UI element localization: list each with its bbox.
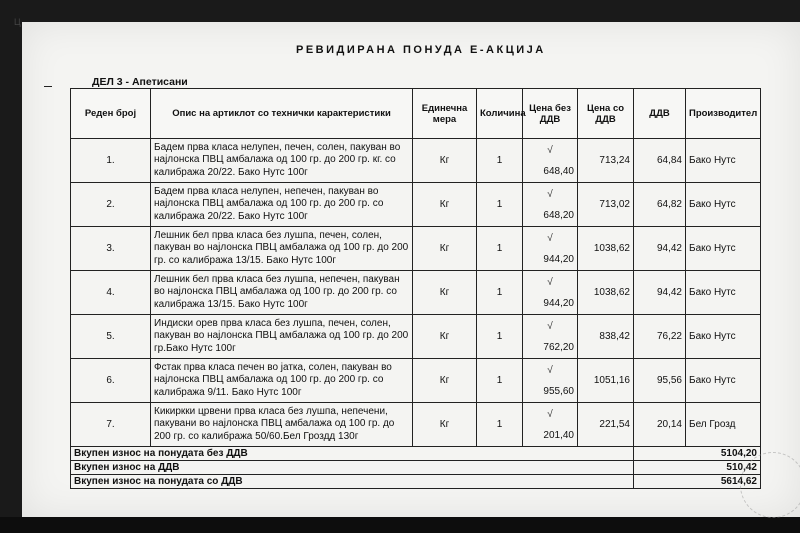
table-header-row xyxy=(71,89,761,139)
total-row-no-vat xyxy=(71,447,761,461)
check-mark-icon: √ xyxy=(547,408,553,420)
table-row xyxy=(71,271,761,315)
item-price-no-vat-cell xyxy=(523,359,578,403)
total-value: 5614,62 xyxy=(634,475,761,489)
item-price-no-vat: 944,20 xyxy=(543,253,574,265)
total-value: 5104,20 xyxy=(634,447,761,461)
item-price-no-vat-cell xyxy=(523,271,578,315)
item-number: 4. xyxy=(71,271,151,315)
item-number: 2. xyxy=(71,183,151,227)
col-header-unit: Единечна мера xyxy=(413,89,477,139)
table-row xyxy=(71,139,761,183)
item-unit: Кг xyxy=(413,359,477,403)
item-number: 7. xyxy=(71,403,151,447)
check-mark-icon: √ xyxy=(547,276,553,288)
item-price-vat: 713,02 xyxy=(578,183,634,227)
total-label: Вкупен износ на ДДВ xyxy=(71,461,634,475)
item-description: Индиски орев прва класа без лушпа, печен, солен, пакуван во најлонска ПВЦ амбалажа од 100 гр. до 200 гр.Бако Нутс 100г xyxy=(151,315,413,359)
item-price-vat: 1038,62 xyxy=(578,271,634,315)
item-price-vat: 838,42 xyxy=(578,315,634,359)
item-vat: 64,84 xyxy=(634,139,686,183)
check-mark-icon: √ xyxy=(547,144,553,156)
col-header-qty: Количина xyxy=(477,89,523,139)
document-heading: РЕВИДИРАНА ПОНУДА Е-АКЦИЈА xyxy=(296,44,546,56)
item-qty: 1 xyxy=(477,403,523,447)
table-row xyxy=(71,315,761,359)
item-producer: Бако Нутс xyxy=(686,227,761,271)
item-description: Бадем прва класа нелупен, непечен, пакуван во најлонска ПВЦ амбалажа од 100 гр. до 200 гр. со калибража 20/22. Бако Нутс 100г xyxy=(151,183,413,227)
item-description: Лешник бел прва класа без лушпа, непечен, пакуван во најлонска ПВЦ амбалажа од 100 гр. до 200 гр. со калибража 13/15. Бако Нутс 100г xyxy=(151,271,413,315)
item-unit: Кг xyxy=(413,183,477,227)
col-header-producer: Производител xyxy=(686,89,761,139)
item-qty: 1 xyxy=(477,315,523,359)
item-price-no-vat: 201,40 xyxy=(543,429,574,441)
item-producer: Бел Грозд xyxy=(686,403,761,447)
total-row-vat xyxy=(71,461,761,475)
item-description: Бадем прва класа нелупен, печен, солен, пакуван во најлонска ПВЦ амбалажа од 100 гр. до 200 гр. кг. со калибража 20/22. Бако Нутс 100г xyxy=(151,139,413,183)
item-price-no-vat: 762,20 xyxy=(543,341,574,353)
item-qty: 1 xyxy=(477,183,523,227)
item-price-no-vat-cell xyxy=(523,403,578,447)
item-producer: Бако Нутс xyxy=(686,271,761,315)
item-description: Лешник бел прва класа без лушпа, печен, солен, пакуван во најлонска ПВЦ амбалажа од 100 гр. до 200 гр. со калибража 13/15. Бако Нутс 100г xyxy=(151,227,413,271)
item-price-no-vat: 955,60 xyxy=(543,385,574,397)
item-unit: Кг xyxy=(413,403,477,447)
item-qty: 1 xyxy=(477,271,523,315)
col-header-vat: ДДВ xyxy=(634,89,686,139)
item-producer: Бако Нутс xyxy=(686,359,761,403)
item-producer: Бако Нутс xyxy=(686,183,761,227)
item-vat: 95,56 xyxy=(634,359,686,403)
bottom-border xyxy=(0,517,800,533)
col-header-no: Реден број xyxy=(71,89,151,139)
total-value: 510,42 xyxy=(634,461,761,475)
item-number: 3. xyxy=(71,227,151,271)
section-label: ДЕЛ 3 - Апетисани xyxy=(92,76,188,88)
check-mark-icon: √ xyxy=(547,232,553,244)
col-header-desc: Опис на артиклот со технички карактеристики xyxy=(151,89,413,139)
item-qty: 1 xyxy=(477,227,523,271)
item-description: Кикиркки црвени прва класа без лушпа, непечени, пакувани во најлонска ПВЦ амбалажа од 100 гр. до 200 гр. со калибража 50/60.Бел Гроздд 130г xyxy=(151,403,413,447)
item-unit: Кг xyxy=(413,315,477,359)
table-row xyxy=(71,403,761,447)
item-price-vat: 1038,62 xyxy=(578,227,634,271)
table-row xyxy=(71,183,761,227)
col-header-price-no-vat: Цена без ДДВ xyxy=(523,89,578,139)
total-row-with-vat xyxy=(71,475,761,489)
total-label: Вкупен износ на понудата без ДДВ xyxy=(71,447,634,461)
item-vat: 64,82 xyxy=(634,183,686,227)
item-number: 6. xyxy=(71,359,151,403)
item-price-no-vat: 648,40 xyxy=(543,165,574,177)
item-price-no-vat-cell xyxy=(523,227,578,271)
item-price-no-vat-cell xyxy=(523,315,578,359)
check-mark-icon: √ xyxy=(547,188,553,200)
item-qty: 1 xyxy=(477,139,523,183)
item-vat: 94,42 xyxy=(634,227,686,271)
item-price-no-vat-cell xyxy=(523,139,578,183)
item-price-no-vat: 648,20 xyxy=(543,209,574,221)
check-mark-icon: √ xyxy=(547,320,553,332)
item-number: 1. xyxy=(71,139,151,183)
item-price-vat: 221,54 xyxy=(578,403,634,447)
col-header-price-vat: Цена со ДДВ xyxy=(578,89,634,139)
item-vat: 20,14 xyxy=(634,403,686,447)
item-unit: Кг xyxy=(413,227,477,271)
table-row xyxy=(71,359,761,403)
item-producer: Бако Нутс xyxy=(686,315,761,359)
item-price-no-vat: 944,20 xyxy=(543,297,574,309)
faint-stamp xyxy=(740,452,800,518)
total-label: Вкупен износ на понудата со ДДВ xyxy=(71,475,634,489)
table-row xyxy=(71,227,761,271)
corner-mark: Ц xyxy=(14,17,21,27)
item-description: Фстак прва класа печен во јатка, солен, пакуван во најлонска ПВЦ амбалажа од 100 гр. до 200 гр. со калибража 9/11. Бако Нутс 100г xyxy=(151,359,413,403)
item-price-vat: 713,24 xyxy=(578,139,634,183)
check-mark-icon: √ xyxy=(547,364,553,376)
item-unit: Кг xyxy=(413,271,477,315)
item-number: 5. xyxy=(71,315,151,359)
item-vat: 94,42 xyxy=(634,271,686,315)
item-price-no-vat-cell xyxy=(523,183,578,227)
item-vat: 76,22 xyxy=(634,315,686,359)
item-unit: Кг xyxy=(413,139,477,183)
item-producer: Бако Нутс xyxy=(686,139,761,183)
offer-table xyxy=(70,88,761,489)
item-qty: 1 xyxy=(477,359,523,403)
item-price-vat: 1051,16 xyxy=(578,359,634,403)
margin-dash xyxy=(44,86,52,87)
